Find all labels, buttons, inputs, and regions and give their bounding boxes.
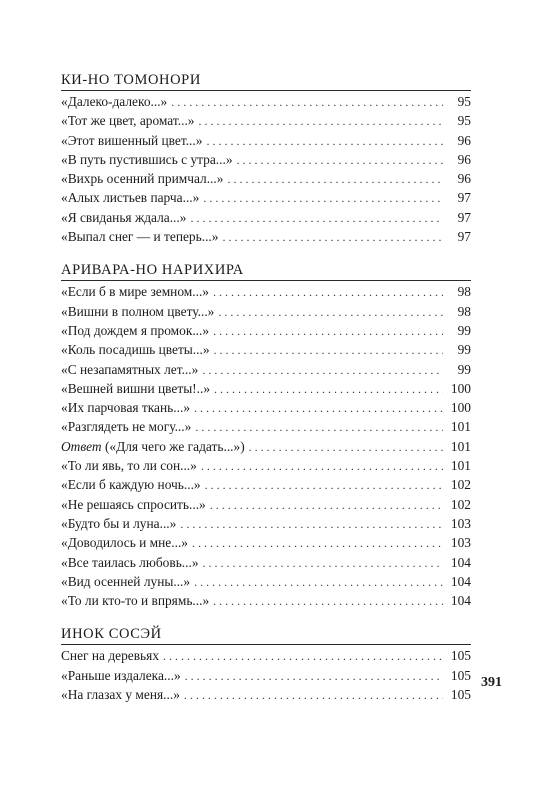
entry-page-number: 98	[457, 303, 471, 319]
dot-leader	[214, 380, 443, 399]
entry-page-number: 97	[457, 209, 471, 225]
dot-leader	[184, 686, 443, 705]
entry-page-number: 101	[450, 458, 471, 474]
dot-leader	[192, 534, 443, 553]
entry-title-lead: Ответ	[61, 438, 102, 454]
entry-title: «Вид осенней луны...»	[61, 573, 191, 589]
table-of-contents	[61, 70, 471, 718]
dot-leader	[171, 93, 443, 112]
toc-entry	[61, 533, 471, 552]
entry-title: «Вишни в полном цвету...»	[61, 303, 215, 319]
entry-page-number: 95	[457, 94, 471, 109]
entry-title: «То ли кто-то и впрямь...»	[61, 593, 210, 609]
dot-leader	[206, 132, 443, 151]
entry-page-number: 99	[457, 342, 471, 358]
entry-page-number: 99	[457, 361, 471, 377]
dot-leader	[227, 170, 443, 189]
entry-title: «Будто бы и луна...»	[61, 515, 177, 531]
dot-leader	[213, 322, 443, 341]
entry-page-number: 95	[457, 113, 471, 129]
entry-page-number: 100	[450, 380, 471, 396]
toc-entry	[61, 398, 471, 417]
entry-title: «Вешней вишни цветы!..»	[61, 380, 211, 396]
toc-section-inok-sosei	[61, 624, 471, 704]
entry-title: «Тот же цвет, аромат...»	[61, 113, 195, 129]
dot-leader	[203, 554, 443, 573]
entry-page-number: 104	[450, 573, 471, 589]
entry-title: «Их парчовая ткань...»	[61, 400, 191, 416]
toc-entry	[61, 92, 471, 111]
entry-page-number: 100	[450, 400, 471, 416]
dot-leader	[194, 573, 443, 592]
entry-page-number: 102	[450, 496, 471, 512]
entry-title: «Далеко-далеко...»	[61, 94, 168, 109]
toc-entry	[61, 227, 471, 246]
toc-entry	[61, 514, 471, 533]
entry-title: «Алых листьев парча...»	[61, 190, 200, 206]
entry-title: «Все таилась любовь...»	[61, 554, 199, 570]
toc-entry	[61, 379, 471, 398]
entry-page-number: 104	[450, 593, 471, 609]
entry-title: «Доводилось и мне...»	[61, 535, 188, 551]
entry-page-number: 96	[457, 151, 471, 167]
entry-page-number: 105	[450, 667, 471, 683]
toc-entry	[61, 591, 471, 610]
dot-leader	[210, 496, 443, 515]
dot-leader	[180, 515, 443, 534]
entry-title: «Вихрь осенний примчал...»	[61, 171, 224, 187]
entry-page-number: 103	[450, 515, 471, 531]
toc-entry	[61, 150, 471, 169]
dot-leader	[205, 476, 443, 495]
entry-page-number: 105	[450, 648, 471, 664]
toc-entry	[61, 437, 471, 456]
entry-page-number: 101	[450, 419, 471, 435]
entry-page-number: 98	[457, 284, 471, 300]
dot-leader	[163, 647, 443, 666]
entry-title: «В путь пустившись с утра...»	[61, 151, 233, 167]
entry-title: «С незапамятных лет...»	[61, 361, 199, 377]
page-number: 391	[481, 675, 502, 690]
dot-leader	[213, 283, 443, 302]
entry-page-number: 96	[457, 171, 471, 187]
entry-page-number: 96	[457, 132, 471, 148]
entry-page-number: 99	[457, 322, 471, 338]
entry-title: «Если б в мире земном...»	[61, 284, 209, 300]
toc-entry	[61, 111, 471, 130]
toc-entry	[61, 685, 471, 704]
entry-title: «Разглядеть не могу...»	[61, 419, 192, 435]
dot-leader	[190, 209, 443, 228]
entry-page-number: 101	[450, 438, 471, 454]
entry-title: «Не решаясь спросить...»	[61, 496, 206, 512]
toc-section-ki-no-tomonori	[61, 70, 471, 246]
dot-leader	[214, 341, 443, 360]
dot-leader	[199, 112, 444, 131]
toc-entry	[61, 456, 471, 475]
entry-page-number: 103	[450, 535, 471, 551]
toc-entry	[61, 553, 471, 572]
entry-title: «Коль посадишь цветы...»	[61, 342, 210, 358]
dot-leader	[203, 189, 443, 208]
entry-title: «То ли явь, то ли сон...»	[61, 458, 197, 474]
toc-entry	[61, 646, 471, 665]
toc-entry	[61, 188, 471, 207]
entry-title	[61, 437, 249, 456]
entry-title: Снег на деревьях	[61, 648, 160, 664]
entry-title: «Раньше издалека...»	[61, 667, 181, 683]
entry-page-number: 97	[457, 190, 471, 206]
toc-entry	[61, 475, 471, 494]
entry-page-number: 104	[450, 554, 471, 570]
toc-entry	[61, 360, 471, 379]
section-title: КИ-НО ТОМОНОРИ	[61, 70, 471, 91]
entry-title-rest: («Для чего же гадать...»)	[101, 438, 245, 454]
dot-leader	[249, 438, 443, 457]
toc-entry	[61, 495, 471, 514]
toc-entry	[61, 282, 471, 301]
toc-section-arivara-no-narihira	[61, 260, 471, 610]
toc-entry	[61, 169, 471, 188]
toc-entry	[61, 666, 471, 685]
toc-entry	[61, 321, 471, 340]
toc-entry	[61, 302, 471, 321]
entry-title: «Выпал снег — и теперь...»	[61, 229, 219, 245]
dot-leader	[213, 592, 443, 611]
dot-leader	[222, 228, 443, 247]
entry-page-number: 105	[450, 687, 471, 703]
toc-entry	[61, 417, 471, 436]
dot-leader	[237, 151, 443, 170]
entry-page-number: 97	[457, 229, 471, 245]
dot-leader	[185, 667, 443, 686]
dot-leader	[201, 457, 443, 476]
toc-entry	[61, 340, 471, 359]
entry-title: «Если б каждую ночь...»	[61, 477, 201, 493]
toc-entry	[61, 131, 471, 150]
entry-title: «Под дождем я промок...»	[61, 322, 210, 338]
section-title: АРИВАРА-НО НАРИХИРА	[61, 260, 471, 281]
dot-leader	[194, 399, 443, 418]
dot-leader	[202, 361, 443, 380]
section-title: ИНОК СОСЭЙ	[61, 624, 471, 645]
entry-page-number: 102	[450, 477, 471, 493]
dot-leader	[218, 303, 443, 322]
toc-entry	[61, 208, 471, 227]
entry-title: «На глазах у меня...»	[61, 687, 180, 703]
dot-leader	[195, 418, 443, 437]
toc-entry	[61, 572, 471, 591]
entry-title: «Этот вишенный цвет...»	[61, 132, 203, 148]
entry-title: «Я свиданья ждала...»	[61, 209, 187, 225]
